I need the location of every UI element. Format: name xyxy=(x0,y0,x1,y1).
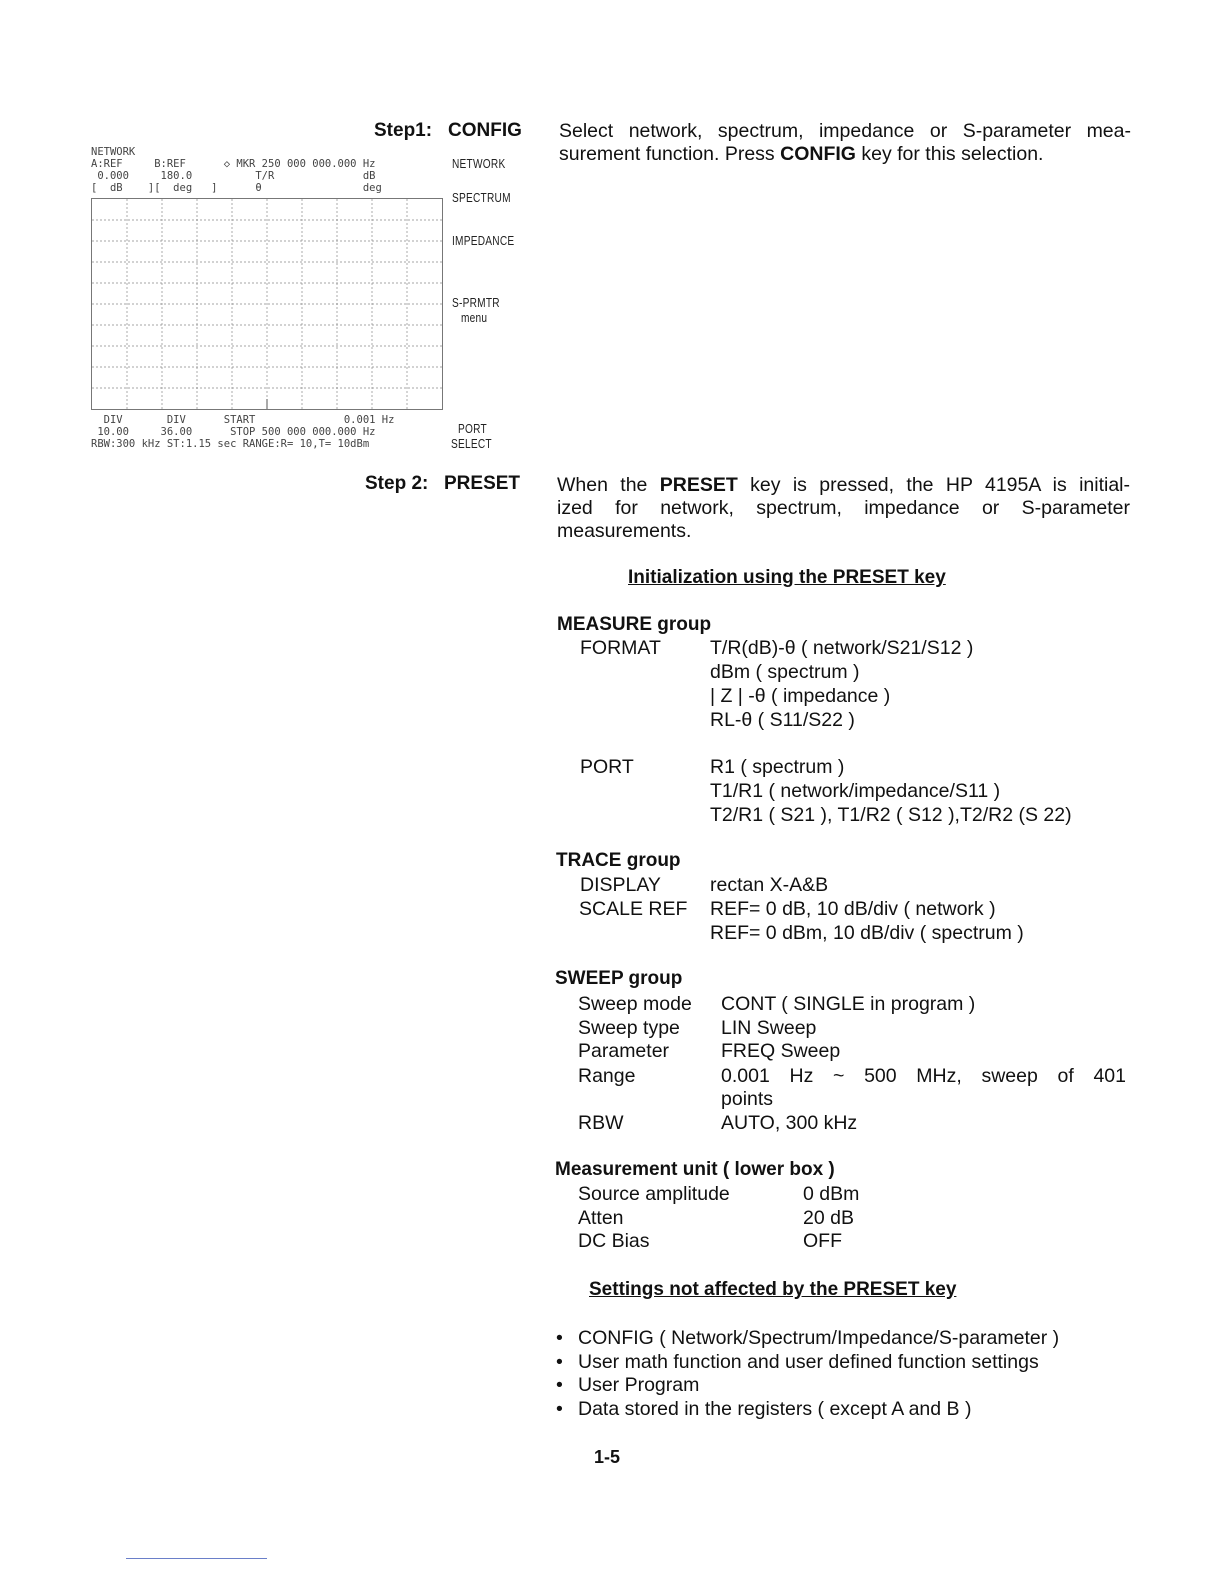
display-label: DISPLAY xyxy=(580,874,661,896)
scale-ref-label: SCALE REF xyxy=(579,898,688,920)
screen-header-1: NETWORK xyxy=(91,146,136,158)
softkey-s-prmtr: S-PRMTR xyxy=(452,295,500,310)
softkey-port: PORT xyxy=(458,421,487,436)
display-value: rectan X-A&B xyxy=(710,874,829,896)
port-label: PORT xyxy=(580,756,634,778)
screen-header-4: [ dB ][ deg ] θ deg xyxy=(91,182,382,194)
format-value-4: RL-θ ( S11/S22 ) xyxy=(710,709,855,731)
range-label: Range xyxy=(578,1065,636,1087)
softkey-menu: menu xyxy=(461,310,488,325)
format-value-3: | Z | -θ ( impedance ) xyxy=(710,685,891,707)
measure-group-title: MEASURE group xyxy=(557,614,712,635)
port-value-3: T2/R1 ( S21 ), T1/R2 ( S12 ),T2/R2 (S 22) xyxy=(710,804,1072,826)
format-value-2: dBm ( spectrum ) xyxy=(710,661,860,683)
range-value: 0.001 Hz ~ 500 MHz, sweep of 401 xyxy=(721,1065,1126,1087)
parameter-value: FREQ Sweep xyxy=(721,1040,841,1062)
sweep-type-label: Sweep type xyxy=(578,1017,680,1039)
init-heading: Initialization using the PRESET key xyxy=(628,567,946,588)
format-value-1: T/R(dB)-θ ( network/S21/S12 ) xyxy=(710,637,974,659)
step1-key: CONFIG xyxy=(448,120,522,141)
port-value-1: R1 ( spectrum ) xyxy=(710,756,845,778)
source-amplitude-value: 0 dBm xyxy=(803,1183,860,1205)
sweep-type-value: LIN Sweep xyxy=(721,1017,817,1039)
port-value-2: T1/R1 ( network/impedance/S11 ) xyxy=(710,780,1001,802)
softkey-impedance: IMPEDANCE xyxy=(452,233,515,248)
step2-key: PRESET xyxy=(444,473,521,494)
sweep-group-title: SWEEP group xyxy=(555,968,683,989)
trace-group-title: TRACE group xyxy=(556,850,681,871)
step2-description: When the PRESET key is pressed, the HP 4195A is initial- ized for network, spectrum, impedance or S-parameter measurements. xyxy=(557,474,1130,542)
atten-value: 20 dB xyxy=(803,1207,854,1229)
sweep-mode-label: Sweep mode xyxy=(578,993,692,1015)
measurement-unit-title: Measurement unit ( lower box ) xyxy=(555,1159,835,1180)
scale-ref-value-1: REF= 0 dB, 10 dB/div ( network ) xyxy=(710,898,996,920)
rbw-value: AUTO, 300 kHz xyxy=(721,1112,858,1134)
dc-bias-value: OFF xyxy=(803,1230,842,1252)
step1-label: Step1: xyxy=(374,120,433,141)
screen-footer-1: DIV DIV START 0.001 Hz xyxy=(91,414,395,426)
step2-label: Step 2: xyxy=(365,473,429,494)
source-amplitude-label: Source amplitude xyxy=(578,1183,730,1205)
screen-header-2: A:REF B:REF ◇ MKR 250 000 000.000 Hz xyxy=(91,158,376,170)
atten-label: Atten xyxy=(578,1207,624,1229)
range-value-cont: points xyxy=(721,1088,774,1110)
list-item: • Data stored in the registers ( except A and B ) xyxy=(556,1398,1059,1422)
softkey-spectrum: SPECTRUM xyxy=(452,190,511,205)
step1-description: Select network, spectrum, impedance or S-parameter mea- surement function. Press CONFIG key for this selection. xyxy=(559,120,1131,165)
sweep-mode-value: CONT ( SINGLE in program ) xyxy=(721,993,976,1015)
not-affected-list xyxy=(556,1327,1059,1421)
footnote-rule xyxy=(126,1558,267,1559)
list-item: • User Program xyxy=(556,1374,1059,1398)
screen-header-3: 0.000 180.0 T/R dB xyxy=(91,170,376,182)
screen-footer-2: 10.00 36.00 STOP 500 000 000.000 Hz xyxy=(91,426,376,438)
scale-ref-value-2: REF= 0 dBm, 10 dB/div ( spectrum ) xyxy=(710,922,1024,944)
parameter-label: Parameter xyxy=(578,1040,670,1062)
list-item: • User math function and user defined function settings xyxy=(556,1351,1059,1375)
list-item: • CONFIG ( Network/Spectrum/Impedance/S-parameter ) xyxy=(556,1327,1059,1351)
softkey-network: NETWORK xyxy=(452,156,506,171)
dc-bias-label: DC Bias xyxy=(578,1230,650,1252)
softkey-select: SELECT xyxy=(451,436,492,451)
rbw-label: RBW xyxy=(578,1112,624,1134)
format-label: FORMAT xyxy=(580,637,661,659)
screen-footer-3: RBW:300 kHz ST:1.15 sec RANGE:R= 10,T= 10dBm xyxy=(91,438,370,450)
measurement-graticule xyxy=(91,198,443,410)
page-number: 1-5 xyxy=(594,1447,621,1467)
not-affected-heading: Settings not affected by the PRESET key xyxy=(589,1279,957,1300)
